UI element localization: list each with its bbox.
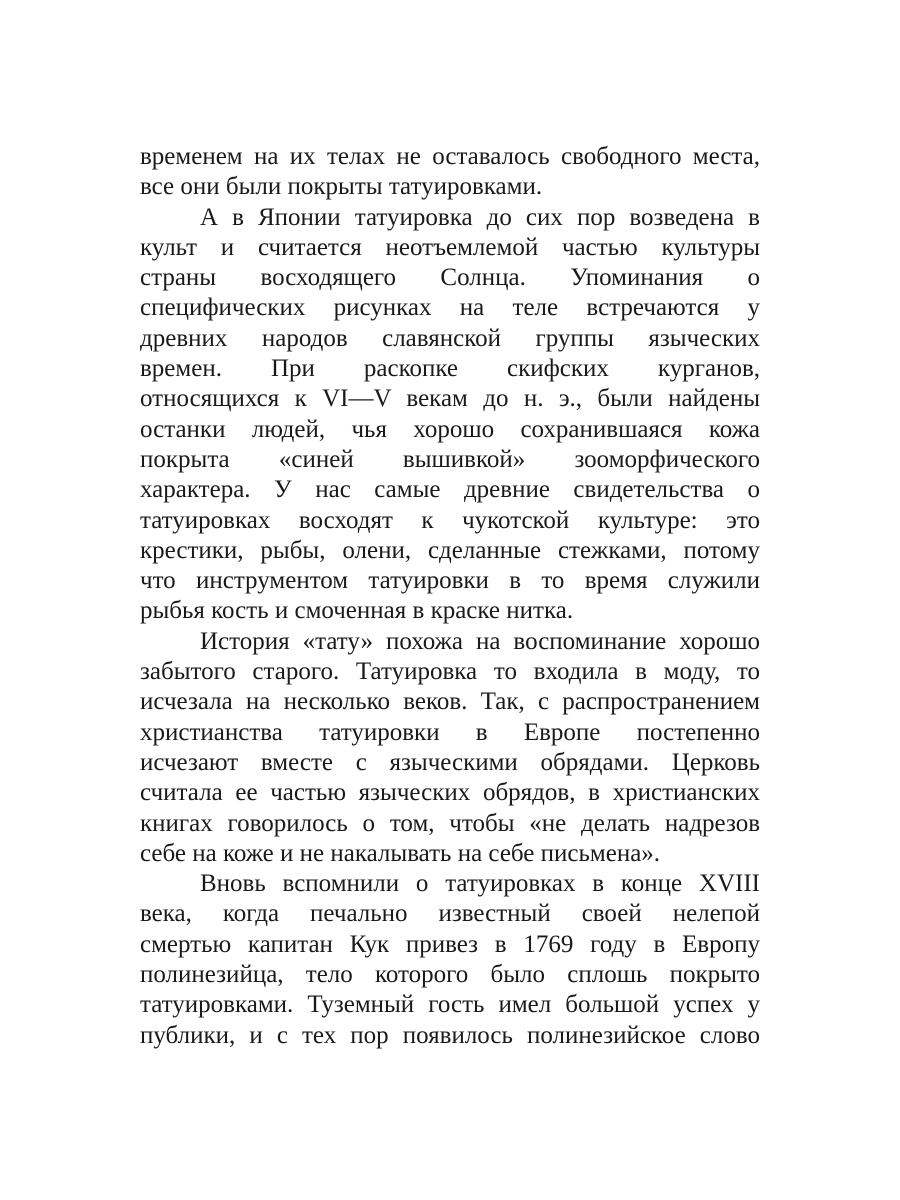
text-line: себе на коже и не накалывать на себе письмена».	[140, 839, 661, 867]
text-line: относящихся к VI—V векам до н. э., были найдены	[140, 385, 760, 413]
text-line: смертью капитан Кук привез в 1769 году в Европу	[140, 930, 760, 958]
text-line: История «тату» похожа на воспоминание хорошо	[200, 627, 760, 655]
text-line: татуировками. Туземный гость имел большой успех у	[140, 991, 760, 1019]
text-line: что инструментом татуировки в то время служили	[140, 567, 760, 595]
text-line: полинезийца, тело которого было сплошь покрыто	[140, 961, 760, 989]
text-line: древних народов славянской группы языческих	[140, 324, 760, 352]
text-line: исчезала на несколько веков. Так, с распространением	[140, 688, 760, 716]
text-line: страны восходящего Солнца. Упоминания о	[140, 264, 760, 292]
paragraph	[140, 627, 760, 869]
paragraph	[140, 203, 760, 627]
paragraph	[140, 142, 760, 203]
text-line: христианства татуировки в Европе постепенно	[140, 718, 760, 746]
text-line: А в Японии татуировка до сих пор возведена в	[200, 203, 760, 231]
paragraph	[140, 869, 760, 1051]
text-line: исчезают вместе с языческими обрядами. Церковь	[140, 748, 760, 776]
text-line: времен. При раскопке скифских курганов,	[140, 355, 760, 383]
text-line: рыбья кость и смоченная в краске нитка.	[140, 597, 574, 625]
text-line: характера. У нас самые древние свидетельства о	[140, 476, 760, 504]
text-line: публики, и с тех пор появилось полинезийское слово	[140, 1021, 760, 1049]
text-line: крестики, рыбы, олени, сделанные стежками, потому	[140, 536, 760, 564]
body-text	[140, 142, 760, 1051]
text-line: забытого старого. Татуировка то входила в моду, то	[140, 658, 760, 686]
text-line: века, когда печально известный своей нелепой	[140, 900, 760, 928]
text-line: останки людей, чья хорошо сохранившаяся кожа	[140, 415, 760, 443]
text-line: временем на их телах не оставалось свободного места,	[140, 143, 760, 170]
text-line: считала ее частью языческих обрядов, в христианских	[140, 779, 760, 807]
text-line: все они были покрыты татуировками.	[140, 173, 543, 201]
text-line: книгах говорилось о том, чтобы «не делать надрезов	[140, 809, 760, 837]
text-line: специфических рисунках на теле встречаются у	[140, 294, 760, 322]
text-line: покрыта «синей вышивкой» зооморфического	[140, 445, 760, 473]
text-line: культ и считается неотъемлемой частью культуры	[140, 233, 760, 261]
text-line: Вновь вспомнили о татуировках в конце XVIII	[200, 870, 760, 898]
text-line: татуировках восходят к чукотской культуре: это	[140, 506, 760, 534]
